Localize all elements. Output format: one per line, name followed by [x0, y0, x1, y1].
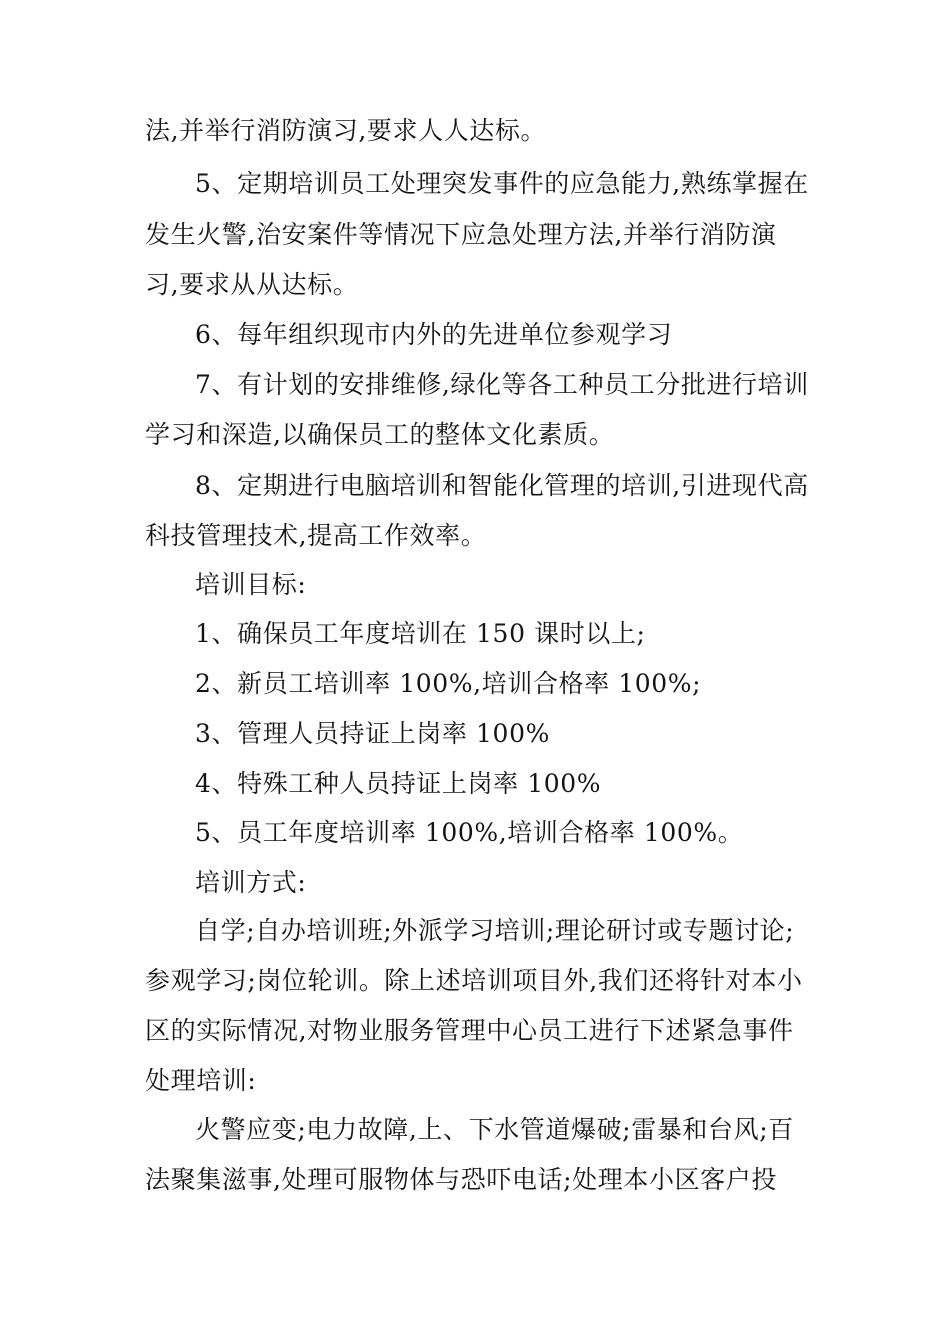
text-line: 习,要求从从达标。 — [145, 270, 359, 299]
text-line: 法,并举行消防演习,要求人人达标。 — [145, 116, 547, 145]
text-line: 区的实际情况,对物业服务管理中心员工进行下述紧急事件 — [145, 1016, 794, 1045]
text-line: 发生火警,治安案件等情况下应急处理方法,并举行消防演 — [145, 220, 777, 249]
text-line: 法聚集滋事,处理可服物体与恐吓电话;处理本小区客户投 — [145, 1165, 777, 1194]
text-line: 参观学习;岗位轮训。除上述培训项目外,我们还将针对本小 — [145, 966, 803, 995]
section-heading: 培训目标: — [195, 570, 307, 599]
list-item: 2、新员工培训率 100%,培训合格率 100%; — [195, 669, 702, 698]
list-item: 1、确保员工年度培训在 150 课时以上; — [195, 619, 646, 648]
text-line: 科技管理技术,提高工作效率。 — [145, 521, 487, 550]
text-line: 自学;自办培训班;外派学习培训;理论研讨或专题讨论; — [195, 916, 795, 945]
text-line: 学习和深造,以确保员工的整体文化素质。 — [145, 420, 615, 449]
text-line: 6、每年组织现市内外的先进单位参观学习 — [195, 320, 673, 349]
text-line: 8、定期进行电脑培训和智能化管理的培训,引进现代高 — [195, 471, 809, 500]
text-line: 处理培训: — [145, 1066, 257, 1095]
text-line: 7、有计划的安排维修,绿化等各工种员工分批进行培训 — [195, 370, 809, 399]
text-line: 5、定期培训员工处理突发事件的应急能力,熟练掌握在 — [195, 169, 809, 198]
section-heading: 培训方式: — [195, 868, 307, 897]
list-item: 4、特殊工种人员持证上岗率 100% — [195, 769, 602, 798]
text-line: 火警应变;电力故障,上、下水管道爆破;雷暴和台风;百 — [195, 1115, 794, 1144]
list-item: 3、管理人员持证上岗率 100% — [195, 719, 550, 748]
list-item: 5、员工年度培训率 100%,培训合格率 100%。 — [195, 818, 744, 847]
